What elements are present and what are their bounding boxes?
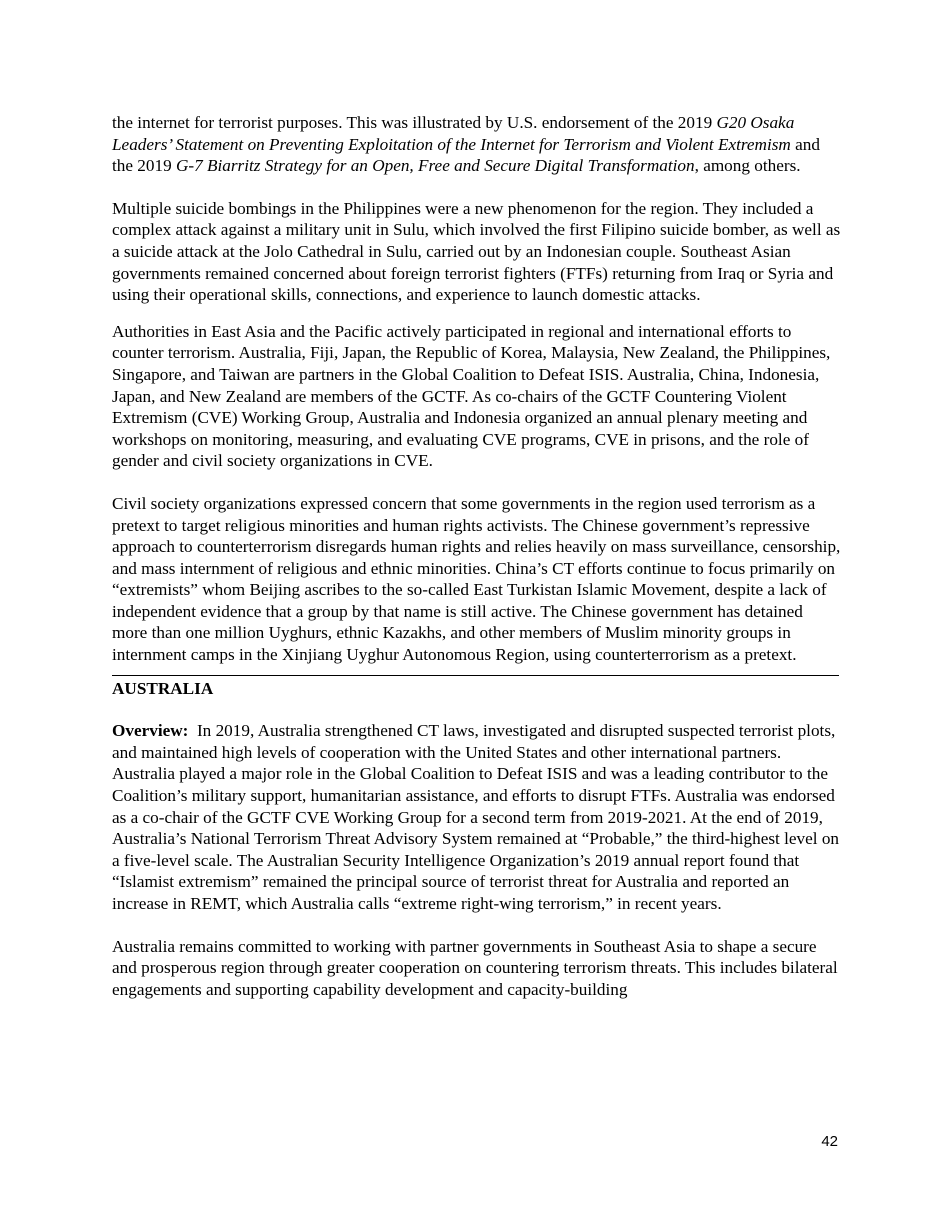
g7-strategy-title: G-7 Biarritz Strategy for an Open, Free and Secure Digital Transformation: [175, 156, 695, 176]
paragraph-philippines-bombings: Multiple suicide bombings in the Philippines were a new phenomenon for the region. They included a complex attack against a military unit in Sulu, which involved the first Filipino suicide bomber, as well as a suicide attack at the Jolo Cathedral in Sulu, carried out by an Indonesian couple. Southeast Asian governments remained concerned about foreign terrorist fighters (FTFs) returning from Iraq or Syria and using their operational skills, connections, and experience to launch domestic attacks.: [112, 198, 841, 305]
g20-statement-title: G20 Osaka Leaders’ Statement on Preventing Exploitation of the Internet for Terrorism and Violent Extremism: [112, 113, 795, 154]
paragraph-australia-overview: [112, 720, 842, 914]
paragraph-southeast-asia-partners: Australia remains committed to working with partner governments in Southeast Asia to shape a secure and prosperous region through greater cooperation on countering terrorism threats. This includes bilateral engagements and supporting capability development and capacity-building: [112, 936, 838, 999]
paragraph-text: the internet for terrorist purposes. This was illustrated by U.S. endorsement of the 2019: [112, 113, 717, 132]
paragraph-text: , among others.: [694, 156, 801, 176]
section-heading-australia: AUSTRALIA: [112, 678, 214, 698]
page-number: 42: [821, 1133, 838, 1150]
paragraph-text: and the 2019: [112, 134, 820, 176]
paragraph-internet-terrorism: [112, 112, 842, 177]
overview-text: In 2019, Australia strengthened CT laws, investigated and disrupted suspected terrorist plots, and maintained high levels of cooperation with the United States and other international partners. Australia played a major role in the Global Coalition to Defeat ISIS and was a leading contributor to the Coalition’s military support, humanitarian assistance, and efforts to disrupt FTFs. Australia was endorsed as a co-chair of the GCTF CVE Working Group for a second term from 2019-2021. At the end of 2019, Australia’s National Terrorism Threat Advisory System remained at “Probable,” the third-highest level on a five-level scale. The Australian Security Intelligence Organization’s 2019 annual report found that “Islamist extremism” remained the principal source of terrorist threat for Australia and reported an increase in REMT, which Australia calls “extreme right-wing terrorism,” in recent years.: [112, 721, 840, 913]
overview-label: Overview:: [112, 721, 189, 741]
paragraph-civil-society-concern: Civil society organizations expressed concern that some governments in the region used terrorism as a pretext to target religious minorities and human rights activists. The Chinese government’s repressive approach to counterterrorism disregards human rights and relies heavily on mass surveillance, censorship, and mass internment of religious and ethnic minorities. China’s CT efforts continue to focus primarily on “extremists” whom Beijing ascribes to the so-called East Turkistan Islamic Movement, despite a lack of independent evidence that a group by that name is still active. The Chinese government has detained more than one million Uyghurs, ethnic Kazakhs, and other members of Muslim minority groups in internment camps in the Xinjiang Uyghur Autonomous Region, using counterterrorism as a pretext.: [112, 493, 841, 665]
section-divider: [112, 675, 839, 676]
paragraph-regional-efforts: Authorities in East Asia and the Pacific actively participated in regional and international efforts to counter terrorism. Australia, Fiji, Japan, the Republic of Korea, Malaysia, New Zealand, the Philippines, Singapore, and Taiwan are partners in the Global Coalition to Defeat ISIS. Australia, China, Indonesia, Japan, and New Zealand are members of the GCTF. As co-chairs of the GCTF Countering Violent Extremism (CVE) Working Group, Australia and Indonesia organized an annual plenary meeting and workshops on monitoring, measuring, and evaluating CVE programs, CVE in prisons, and the role of gender and civil society organizations in CVE.: [112, 321, 831, 471]
document-body: [112, 112, 842, 1000]
